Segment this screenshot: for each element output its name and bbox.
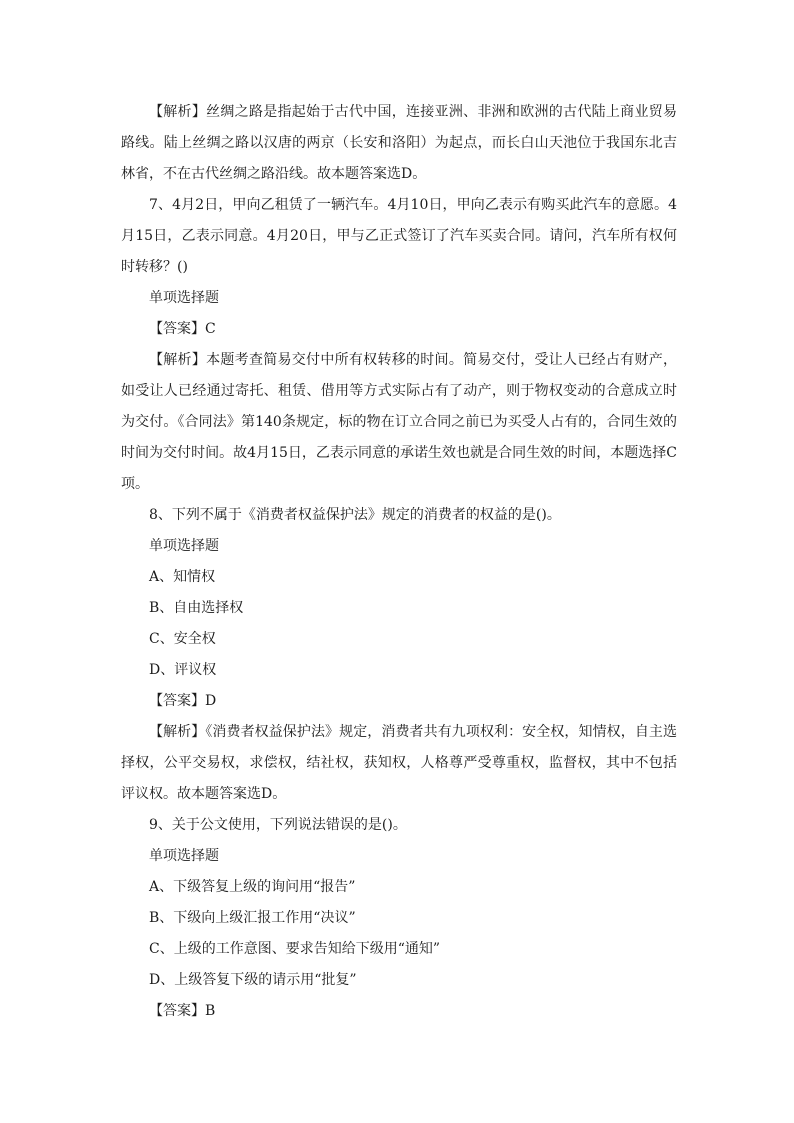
question-7: 7、4月2日，甲向乙租赁了一辆汽车。4月10日，甲向乙表示有购买此汽车的意愿。4月15日，乙表示同意。4月20日，甲与乙正式签订了汽车买卖合同。请问，汽车所有权何时转移？() bbox=[121, 197, 677, 275]
question-7-type: 单项选择题 bbox=[149, 290, 219, 306]
question-8-option-a: A、知情权 bbox=[149, 569, 216, 585]
question-8-answer: 【答案】D bbox=[149, 693, 217, 709]
question-9-option-c: C、上级的工作意图、要求告知给下级用“通知” bbox=[149, 941, 441, 957]
question-7-answer: 【答案】C bbox=[149, 321, 216, 337]
question-8-option-c: C、安全权 bbox=[149, 631, 216, 647]
question-9: 9、关于公文使用，下列说法错误的是()。 bbox=[149, 817, 407, 833]
question-9-option-a: A、下级答复上级的询问用“报告” bbox=[149, 879, 356, 895]
analysis-q7: 【解析】本题考查简易交付中所有权转移的时间。简易交付，受让人已经占有财产，如受让人已经通过寄托、租赁、借用等方式实际占有了动产，则于物权变动的合意成立时为交付。《合同法》第140条规定，标的物在订立合同之前已为买受人占有的，合同生效的时间为交付时间。故4月15日，乙表示同意的承诺生效也就是合同生效的时间，本题选择C项。 bbox=[121, 352, 677, 492]
question-9-option-d: D、上级答复下级的请示用“批复” bbox=[149, 972, 357, 988]
question-9-answer: 【答案】B bbox=[149, 1003, 216, 1019]
question-8-option-d: D、评议权 bbox=[149, 662, 217, 678]
analysis-q6: 【解析】丝绸之路是指起始于古代中国，连接亚洲、非洲和欧洲的古代陆上商业贸易路线。陆上丝绸之路以汉唐的两京（长安和洛阳）为起点，而长白山天池位于我国东北吉林省，不在古代丝绸之路沿线。故本题答案选D。 bbox=[121, 104, 677, 182]
question-8: 8、下列不属于《消费者权益保护法》规定的消费者的权益的是()。 bbox=[149, 507, 561, 523]
question-8-option-b: B、自由选择权 bbox=[149, 600, 244, 616]
question-8-type: 单项选择题 bbox=[149, 538, 219, 554]
question-9-type: 单项选择题 bbox=[149, 848, 219, 864]
question-9-option-b: B、下级向上级汇报工作用“决议” bbox=[149, 910, 356, 926]
analysis-q8: 【解析】《消费者权益保护法》规定，消费者共有九项权利：安全权，知情权，自主选择权，公平交易权，求偿权，结社权，获知权，人格尊严受尊重权，监督权，其中不包括评议权。故本题答案选D。 bbox=[121, 724, 677, 802]
